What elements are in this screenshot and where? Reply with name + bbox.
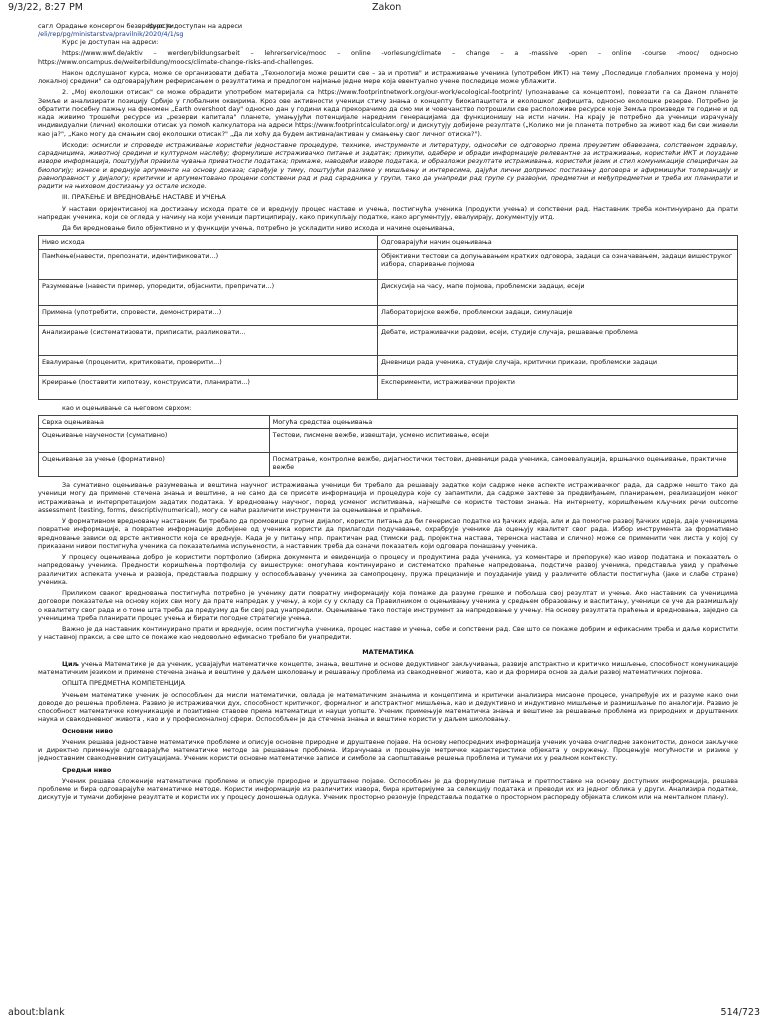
paragraph-teacher: Важно је да наставник континуирано прати и вреднује, осим постигнућа ученика, процес наставе и учења, себе и сопствени рад. Све што се покаже добрим и ефикасним треба и даље користити у наставној пракси, а све што се покаже као недовољно ефикасно требало би унапредити. <box>38 625 738 642</box>
paragraph-monitoring: У настави оријентисаној ка достизању исхода прате се и вреднују процес наставе и учења, постигнућа ученика (продукти учења) и сопствени рад. Наставник треба континуирано да прати напредак ученика, који се огледа у начину на који ученици партиципирају, како прикупљају податке, како аргументују, евалуирају, документују итд. <box>38 204 738 221</box>
outcomes-label: Исходи: <box>62 140 89 149</box>
paragraph-outcomes <box>38 141 738 191</box>
table-cell: Експерименти, истраживачки пројекти <box>378 375 738 399</box>
general-competence-title: ОПШТА ПРЕДМЕТНА КОМПЕТЕНЦИЈА <box>62 679 185 688</box>
table-cell: Дебате, истраживачки радови, есеји, студије случаја, решавање проблема <box>378 325 738 355</box>
table-row <box>39 325 738 355</box>
outcomes-text: осмисли и спроведе истраживање користећи једноставне процедуре, технике, инструменте и литературу, односећи се одговорно према преузетим обавезама, сопственом здрављу, сарадницима, животној средини и културном наслеђу; формулише истраживачко питање и задатак; прикупи, одабере и обради информације релевантне за истраживање, користећи ИКТ и поуздане изворе информација, поштујући правила чувања приватности података; прикаже, наводећи изворе података, и образложи резултате истраживања, користећи језик и стил комуникације специфичан за биологију; изнесе и вреднује аргументе на основу доказа; сарађује у тиму, поштујући разлике у мишљењу и интересима, дајући лични допринос постизању договора и афирмишући толеранцију и равноправност у дијалогу; критички и аргументовано процени сопствени рад и рад сарадника у групи, тако да унапреди рад групе су развојни, предметни и међупредметни и треба их планирати и радити на њиховом достизању уз остале исходе. <box>38 140 738 190</box>
table-cell: Тестови, писмене вежбе, извештаји, усмено испитивање, есеји <box>269 429 737 453</box>
paragraph-debate: Након одслушаног курса, може се организовати дебата „Технологија може решити све – за и против" и истраживање ученика (употребом ИКТ) на тему „Последице глобалних промена у мојој локалној средини" са одговарајућим реферисањем о резултатима и предлогом најмање једне мере која евентуално учене последице може ублажити. <box>38 68 738 85</box>
print-page-number: 514/723 <box>720 1007 760 1018</box>
paragraph-feedback: Приликом сваког вредновања постигнућа потребно је ученику дати повратну информацију која помаже да разуме грешке и побољша свој резултат и учење. Ако наставник са ученицима договори показатеље на основу којих сви могу да прате напредак у учењу, а који су у складу са Правилником о оцењивању ученика у средњем образовању и васпитању, ученици се уче да размишљају о квалитету свог рада и о томе шта треба да предузму да би свој рад унапредили. Оцењивање тако постаје инструмент за напредовање у учењу. На основу резултата праћења и вредновања, заједно са ученицима треба планирати процес учења и бирати погодне стратегије учења. <box>38 589 738 622</box>
table-header-cell: Одговарајући начин оцењивања <box>378 236 738 249</box>
assessment-purpose-table <box>38 415 738 477</box>
goal-text: учења Математике је да ученик, усвајајући математичке концепте, знања, вештине и основе дедуктивног закључивања, развије апстрактно и критичко мишљење, способност комуникације математичким језиком и примене стечена знања и вештине у даљем школовању и решавању проблема из свакодневног живота, као и да формира основ за даљи развој математичких појмова. <box>38 659 739 676</box>
table-cell: Објективни тестови са допуњавањем кратких одговора, задаци са означавањем, задаци вишеструког избора, спаривање појмова <box>378 249 738 279</box>
section-heading-3: III. ПРАЋЕЊЕ И ВРЕДНОВАЊЕ НАСТАВЕ И УЧЕЊА <box>62 193 226 202</box>
table-cell: Креирање (поставити хипотезу, конструисати, планирати...) <box>39 375 378 399</box>
paragraph-summative: За сумативно оцењивање разумевања и вештина научног истраживања ученици би требало да решавају задатке који садрже неке аспекте истраживачког рада, да садрже нешто тако да ученици могу да примене стечена знања и вештине, а не само да се присете информација и процедура које су запамтили, да садрже захтеве за предвиђањем, планирањем, реализацијом неког истраживања и интерпретацијом задатих података. У вредновању научног, поред усменог испитивања, најчешће се користе тестови знања. На интернету, коришћењем кључних речи outcome assessment (testing, forms, descriptiv/numerical), могу се наћи различити инструменти за оцењивање и праћење. <box>38 481 738 514</box>
table-row <box>39 279 738 305</box>
table-cell: Анализирање (систематизовати, приписати, разликовати... <box>39 325 378 355</box>
document-link[interactable]: /eli/rep/pg/ministarstva/pravilnik/2020/4/1/sg <box>38 30 184 38</box>
table-cell: Дневници рада ученика, студије случаја, критички прикази, проблемски задаци <box>378 355 738 375</box>
document-body <box>38 22 738 805</box>
table-cell: Оцењивање за учење (формативно) <box>39 453 270 477</box>
table-cell: Разумевање (навести пример, упоредити, објаснити, препричати...) <box>39 279 378 305</box>
table-row <box>39 305 738 325</box>
table-cell: Дискусија на часу, мапе појмова, проблемски задаци, есеји <box>378 279 738 305</box>
table-row <box>39 375 738 399</box>
table-cell: Евалуирање (проценити, критиковати, проверити...) <box>39 355 378 375</box>
goal-label: Циљ <box>62 659 79 668</box>
print-datetime: 9/3/22, 8:27 PM <box>8 2 83 13</box>
middle-level-title: Средњи ниво <box>62 765 112 774</box>
paragraph-basic-level: Ученик решава једноставне математичке проблеме и описује основне природне и друштвене појаве. На основу непосредних информација ученик уочава очигледне законитости, доноси закључке и директно примењује одговарајуће математичке методе за решавање проблема. Израчунава и процењује метричке карактеристике објеката у окружењу. Процењује могућности и ризике у једноставним свакодневним ситуацијама. Ученик користи основне математичке записе и симболе за саопштавање решења проблема и тумачи их у реалном контексту. <box>38 737 738 763</box>
paragraph-footprint: 2. „Мој еколошки отисак" се може обрадити употребом материјала са https://www.footprintnetwork.org/our-work/ecological-footprint/ (упознавање са концептом), повезати га са Даном планете Земље и анализирати позицију Србије у глобалним оквирима. Кроз ове активности ученици стичу знања о концепту биокапацитета и еколошког дефицита, односно еколошке резерве. Потребно је обратити посебну пажњу на феномен „Earth overshoot day" односно дан у години када прекорачимо да смо ми и човечанство потрошили све расположиве ресурсе које Земља произведе те године и од када живимо трошећи ресурсе из „резерви капитала" планете, умањујући потенцијале наредним генерацијама да функционишу на исти начин. На крају је потребно да ученици израчунају индивидуални (лични) еколошки отисак уз помоћ калкулатора на адреси https://www.footprintcalculator.org/ и дискутују добијене резултате („Колико ми је планета потребно за живот кад би сви живели као ја?", „Како могу да смањим свој еколошки отисак?" „Да ли хоћу да будем активна/активан у смањењу свог личног отиска?"). <box>38 88 738 138</box>
paragraph-objective: Да би вредновање било објективно и у функцији учења, потребно је ускладити ниво исхода и начине оцењивања, <box>62 224 455 232</box>
table-cell: Лабораторијске вежбе, проблемски задаци, симулације <box>378 305 738 325</box>
table-header-row <box>39 236 738 249</box>
basic-level-title: Основни ниво <box>62 726 113 735</box>
outcome-levels-table <box>38 235 738 399</box>
overlap-text-a: сагл <box>38 22 53 30</box>
print-title: Zakon <box>372 2 402 13</box>
paragraph-middle-level: Ученик решава сложеније математичке проблеме и описује природне и друштвене појаве. Оспособљен је да формулише питања и претпоставке на основу доступних информација, решава проблеме и бира одговарајуће математичке методе. Користи информације из различитих извора, бира критеријуме за селекцију података и преводи их из једног облика у други. Анализира податке, дискутује и тумачи добијене резултате и користи их у процесу доношења одлука. Ученик просторно резонује (представља податке о просторном распореду објеката сликом или на менталном плану). <box>38 776 738 802</box>
overlap-text-b: Орадање консергон безвредности <box>56 22 174 30</box>
paragraph-links: https://www.wwf.de/aktiv – werden/bildungsarbeit – lehrerservice/mooc – online -vorlesung/climate – change – a -massive -open – online -course -mooc/ односно https://www.oncampus.de/weiterbildung/moocs/climate-change-risks-and-challenges. <box>38 49 738 66</box>
table-header-row <box>39 415 738 428</box>
paragraph-portfolio: У процесу оцењивања добро је користити портфолио (збирка документа и евиденција о процесу и продуктима рада ученика, уз коментаре и препоруке) као извор података и показатељ о напредовању ученика. Предности коришћења портфолија су вишеструке: омогућава континуирано и систематско праћење напредовања, подстиче развој ученика, представља увид у праћење различитих аспеката учења и развоја, представља подршку у оспособљавању ученика за самопроцену, пружа прецизније и поузданије увид у различите области постигнућа (јаке и слабе стране) ученика. <box>38 553 738 586</box>
table-cell: Посматрање, контролне вежбе, дијагностички тестови, дневници рада ученика, самоевалуација, вршњачко оцењивање, практичне вежбе <box>269 453 737 477</box>
table-row <box>39 249 738 279</box>
paragraph-purpose: као и оцењивање са његовом сврхом: <box>62 403 192 412</box>
table-header-cell: Сврха оцењивања <box>39 415 270 428</box>
overlapping-header-text <box>38 22 738 38</box>
paragraph-formative: У формативном вредновању наставник би требало да промовише групни дијалог, користи питања да би генерисао податке из ђачких идеја, али и да помогне развој ђачких идеја, даје ученицима повратне информације, а повратне информације добијене од ученика користи да прилагоди подучавање, охрабрује ученике да оцењују квалитет свог рада. Избор инструмента за формативно вредновање зависи од врсте активности која се вреднује. Када је у питању нпр. практичан рад (тимски рад, пројектна настава, теренска настава и слично) може се применити чек листа у којој су приказани нивои постигнућа ученика са показатељима испуњености, а наставник треба да означи показатељ који одговара понашању ученика. <box>38 517 738 550</box>
table-cell: Памћење(навести, препознати, идентификовати...) <box>39 249 378 279</box>
table-row <box>39 429 738 453</box>
print-url: about:blank <box>8 1007 65 1018</box>
table-row <box>39 453 738 477</box>
paragraph-goal <box>38 660 738 677</box>
paragraph-general-competence: Учењем математике ученик је оспособљен да мисли математички, овлада је математичким знањима и концептима и критички анализира мисаоне процесе, унапређује их и разуме како они доводе до решења проблема. Развио је истраживачки дух, способност критичког, формалног и апстрактног мишљења, као и дедуктивно и индуктивно мишљење и размишљање по аналогији. Развио је способност математичке комуникације и позитивне ставове према математици и науци уопште. Ученик примењује математичка знања и вештине за решавање проблема из природних и друштвених наука и свакодневног живота , као и у професионалној сфери. Оспособљен је да стечена знања и вештине користи у даљем школовању. <box>38 690 738 724</box>
table-row <box>39 355 738 375</box>
table-header-cell: Могућа средства оцењивања <box>269 415 737 428</box>
math-title: МАТЕМАТИКА <box>362 647 414 656</box>
table-cell: Примена (употребити, спровести, демонстрирати...) <box>39 305 378 325</box>
course-line: Курс је доступан на адреси: <box>62 38 159 46</box>
table-cell: Оцењивање научености (сумативно) <box>39 429 270 453</box>
table-header-cell: Ниво исхода <box>39 236 378 249</box>
overlap-text-c: Курс је доступан на адреси <box>148 22 243 30</box>
